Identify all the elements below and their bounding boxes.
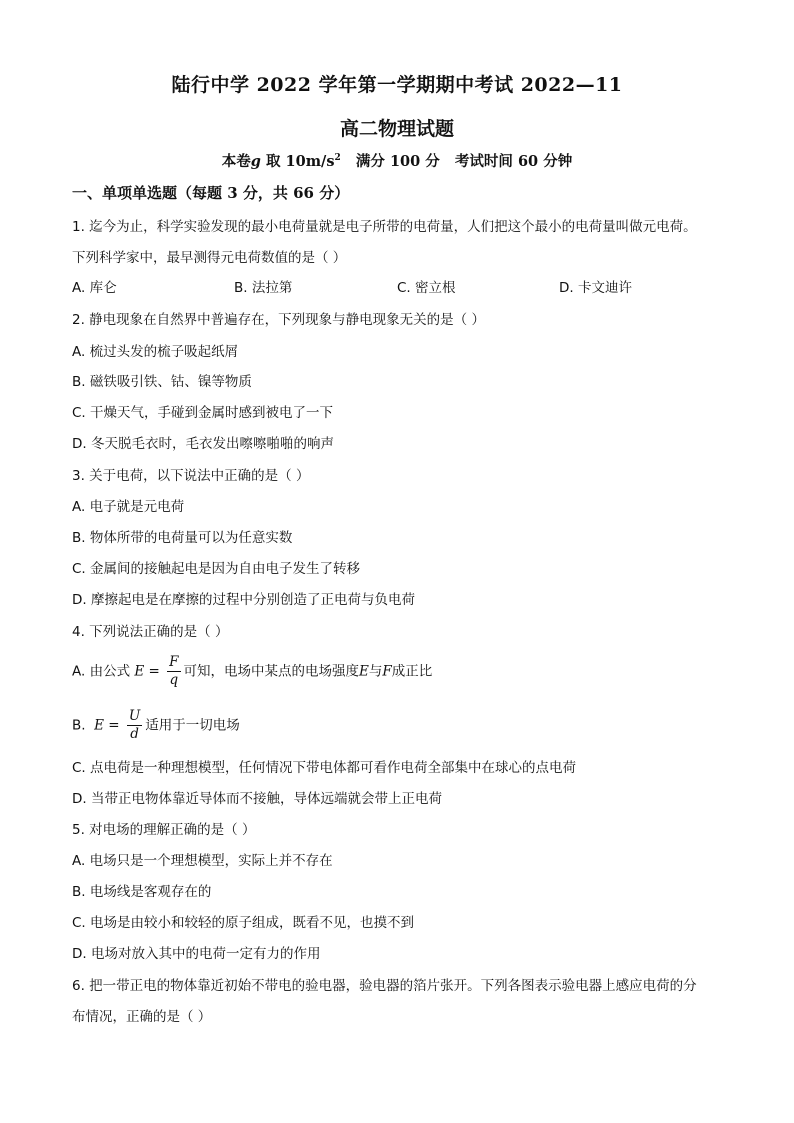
question-5-stem: 5. 对电场的理解正确的是（ ）: [72, 822, 256, 838]
fraction-numerator: U: [128, 708, 141, 724]
formula-equals: =: [144, 663, 165, 680]
question-5-option-a: A. 电场只是一个理想模型，实际上并不存在: [72, 853, 333, 869]
question-1-option-c: C. 密立根: [397, 280, 456, 296]
formula-lhs-e: E: [134, 663, 145, 680]
question-2-option-c: C. 干燥天气，手碰到金属时感到被电了一下: [72, 405, 334, 421]
question-5-option-c: C. 电场是由较小和较轻的原子组成，既看不见，也摸不到: [72, 915, 415, 931]
question-1-option-b: B. 法拉第: [234, 280, 293, 296]
exam-title: 陆行中学 2022 学年第一学期期中考试 2022—11: [171, 74, 623, 96]
formula-lhs-e: E: [94, 717, 104, 734]
question-3-option-c: C. 金属间的接触起电是因为自由电子发生了转移: [72, 561, 361, 577]
question-3-option-a: A. 电子就是元电荷: [72, 499, 185, 515]
question-2-option-a: A. 梳过头发的梳子吸起纸屑: [72, 344, 239, 360]
symbol-e: E: [359, 663, 369, 680]
question-6-stem-line2: 布情况，正确的是（ ）: [72, 1009, 212, 1025]
question-2-stem: 2. 静电现象在自然界中普遍存在，下列现象与静电现象无关的是（ ）: [72, 312, 485, 328]
exam-info-g-value: 取 10m/s: [260, 153, 335, 170]
section-title: 一、单项单选题（每题 3 分，共 66 分）: [72, 184, 350, 202]
formula-equals: =: [104, 717, 124, 734]
fraction-denominator: q: [169, 672, 179, 688]
exam-subject: 高二物理试题: [339, 118, 454, 140]
question-1-stem-line2: 下列科学家中，最早测得元电荷数值的是（ ）: [72, 250, 347, 266]
exam-info-g: g: [250, 153, 261, 170]
question-4-option-b: [72, 708, 240, 743]
question-4-option-d: D. 当带正电物体靠近导体而不接触，导体远端就会带上正电荷: [72, 791, 442, 807]
question-4-option-a-prefix: A. 由公式: [72, 663, 131, 680]
question-5-option-d: D. 电场对放入其中的电荷一定有力的作用: [72, 946, 321, 962]
question-4-option-b-tail: 适用于一切电场: [145, 717, 240, 734]
question-3-stem: 3. 关于电荷，以下说法中正确的是（ ）: [72, 468, 310, 484]
question-5-option-b: B. 电场线是客观存在的: [72, 884, 212, 900]
exam-info-prefix: 本卷: [221, 153, 251, 170]
question-1-option-a: A. 库仑: [72, 280, 117, 296]
question-4-option-b-prefix: B.: [72, 717, 95, 734]
question-4-option-c: C. 点电荷是一种理想模型，任何情况下带电体都可看作电荷全部集中在球心的点电荷: [72, 760, 577, 776]
fraction-u-over-d: [127, 708, 142, 743]
question-4-option-a-tail: 成正比: [391, 663, 433, 680]
question-3-option-d: D. 摩擦起电是在摩擦的过程中分别创造了正电荷与负电荷: [72, 592, 415, 608]
question-4-option-a-mid: 可知，电场中某点的电场强度: [183, 663, 360, 680]
question-4-option-a: [72, 654, 432, 689]
fraction-denominator: d: [130, 726, 139, 742]
question-3-option-b: B. 物体所带的电荷量可以为任意实数: [72, 530, 293, 546]
exam-info-tail: 满分 100 分 考试时间 60 分钟: [340, 153, 573, 170]
question-1-stem-line1: 1. 迄今为止，科学实验发现的最小电荷量就是电子所带的电荷量，人们把这个最小的电荷量叫做元电荷。: [72, 219, 697, 235]
question-6-stem-line1: 6. 把一带正电的物体靠近初始不带电的验电器，验电器的箔片张开。下列各图表示验电器上感应电荷的分: [72, 978, 697, 994]
question-2-option-b: B. 磁铁吸引铁、钴、镍等物质: [72, 374, 252, 390]
question-2-option-d: D. 冬天脱毛衣时，毛衣发出嚓嚓啪啪的响声: [72, 436, 334, 452]
question-4-option-a-and: 与: [368, 663, 383, 680]
symbol-f: F: [382, 663, 392, 680]
fraction-f-over-q: [167, 654, 180, 689]
question-1-option-d: D. 卡文迪许: [559, 280, 632, 296]
fraction-numerator: F: [169, 654, 179, 670]
exam-info-sup: 2: [334, 153, 341, 164]
question-4-stem: 4. 下列说法正确的是（ ）: [72, 624, 229, 640]
exam-info: [0, 150, 794, 171]
